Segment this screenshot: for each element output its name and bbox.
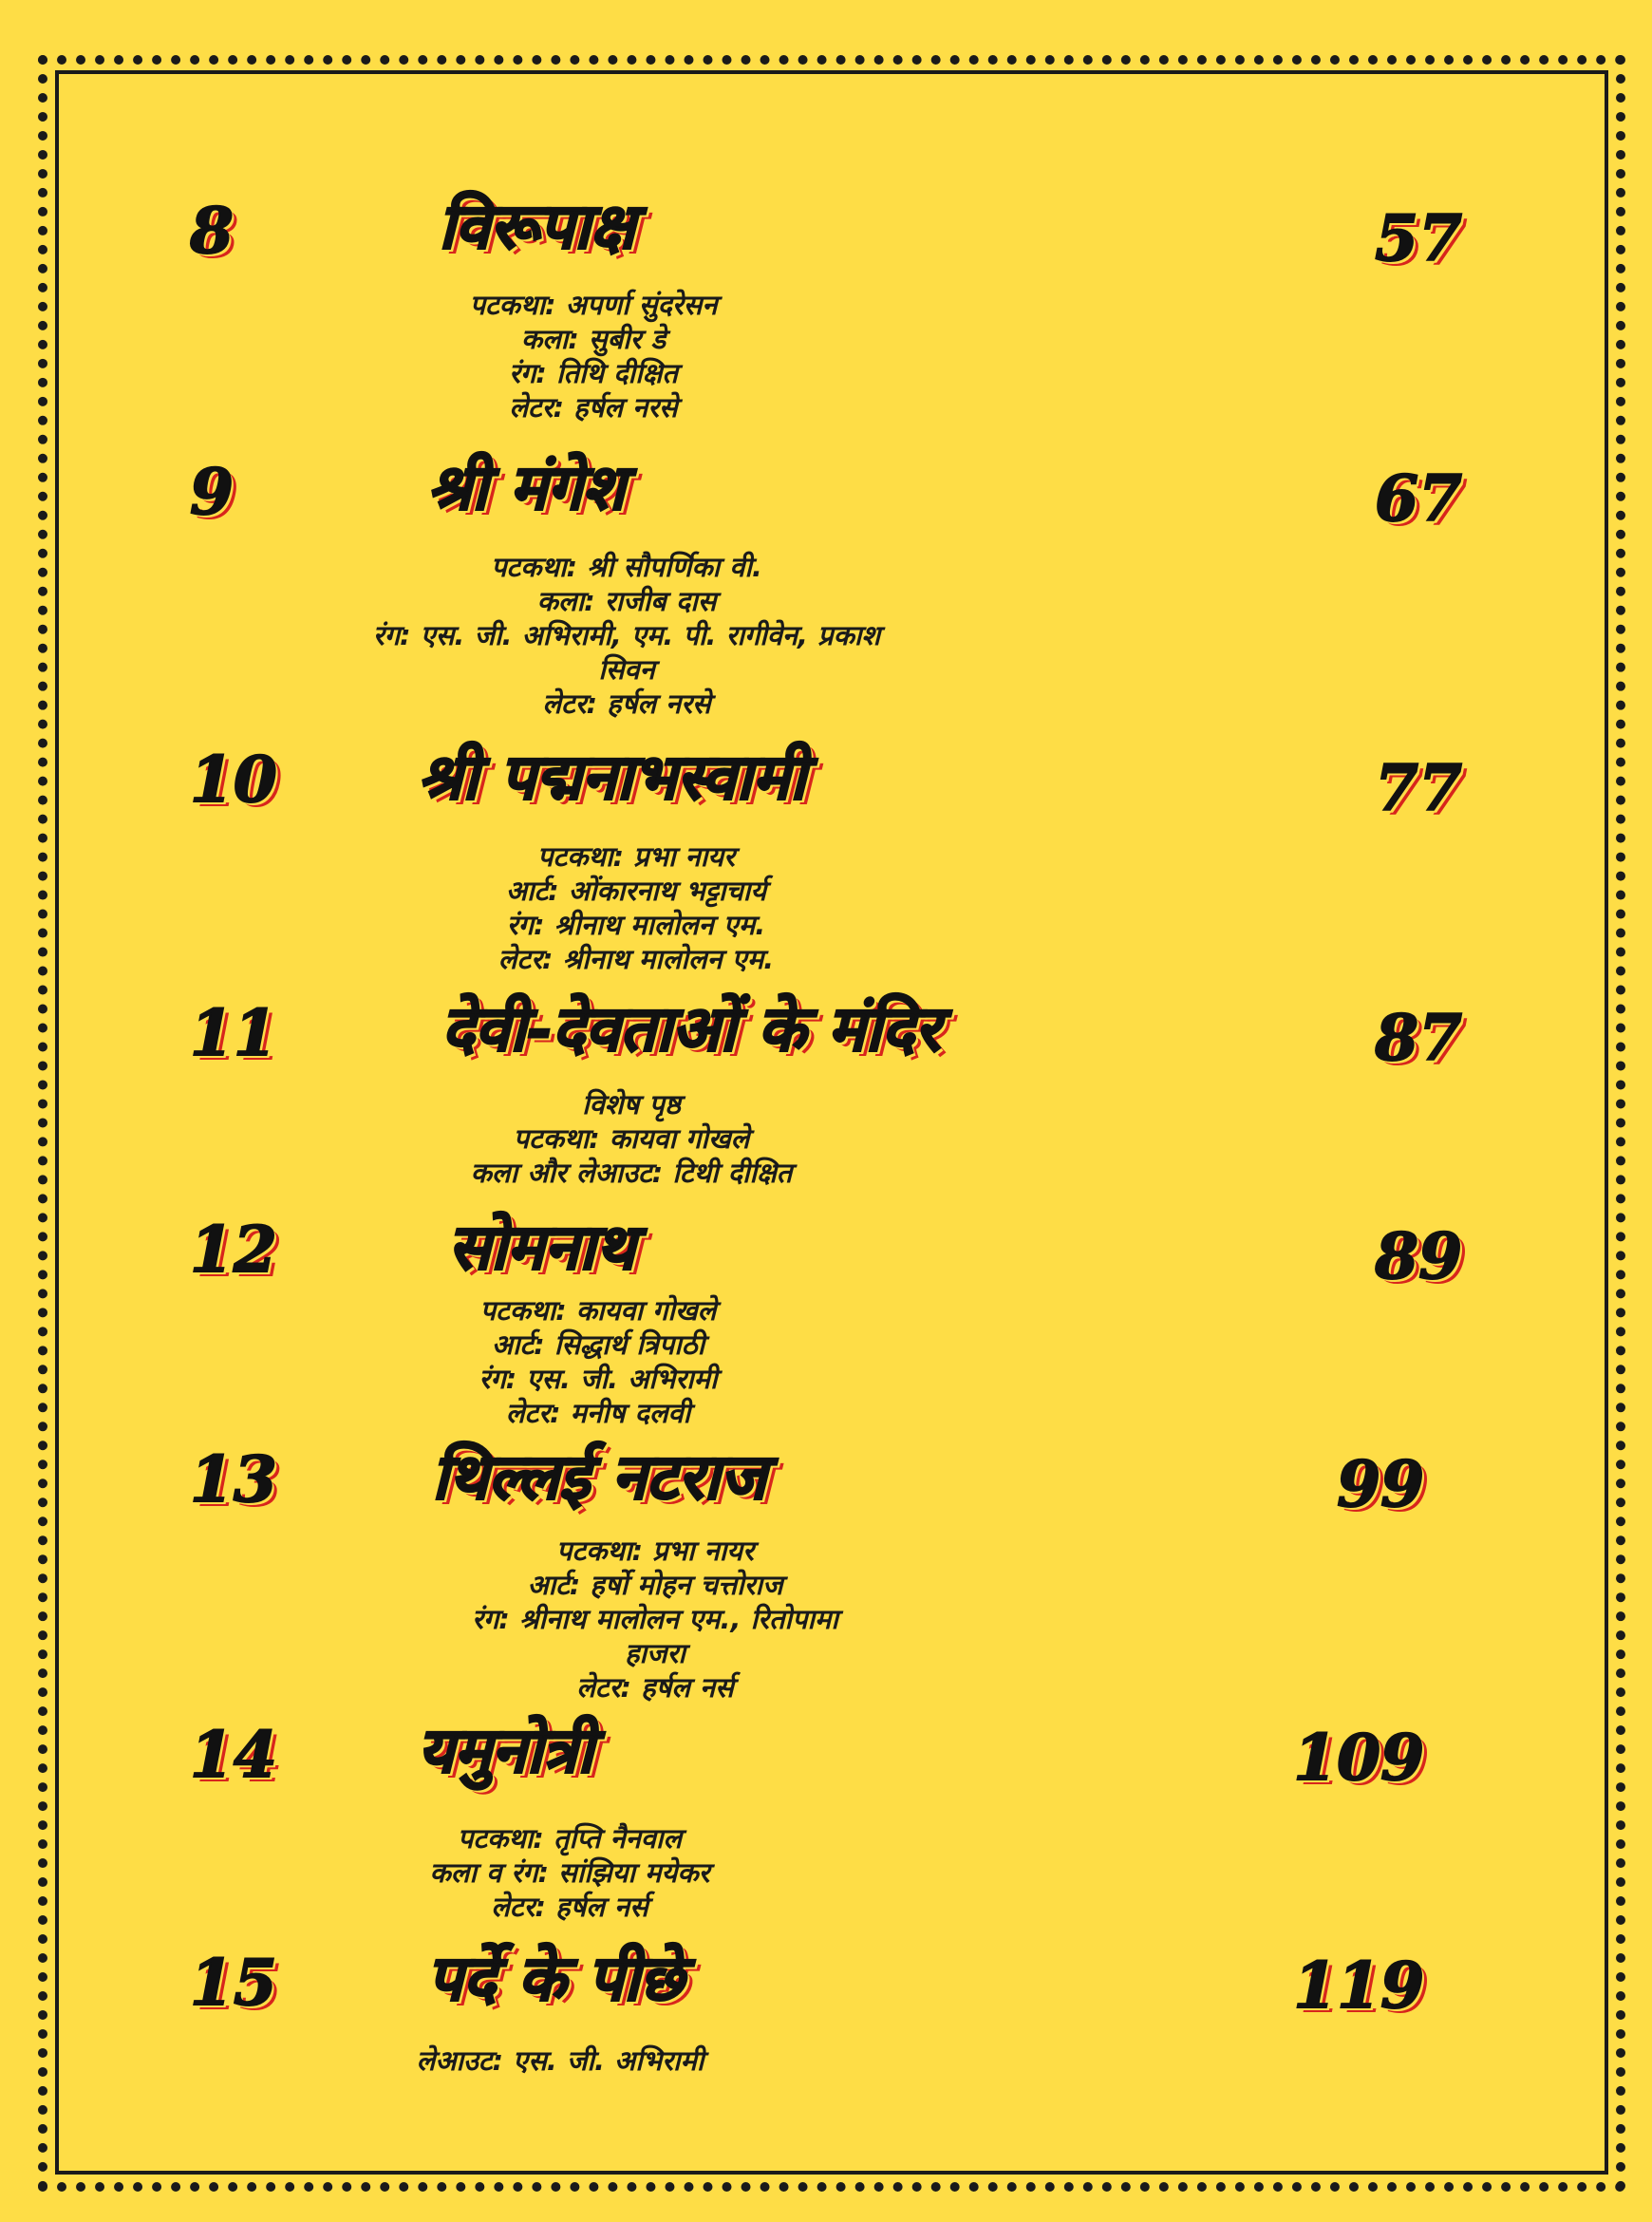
chapter-title[interactable]: थिल्लई नटराज	[432, 1440, 767, 1514]
credits-list	[304, 550, 949, 721]
credit-line: विशेष पृष्ठ	[582, 1088, 681, 1120]
credits-list	[399, 1293, 798, 1430]
credit-line: रंग: श्रीनाथ मालोलन एम.	[506, 909, 766, 941]
credit-line: लेटर: हर्षल नरसे	[509, 391, 678, 424]
chapter-number: 15	[190, 1946, 277, 2020]
chapter-title[interactable]: सोमनाथ	[448, 1210, 636, 1284]
credit-line: पटकथा: प्रभा नायर	[537, 840, 735, 873]
credit-line: लेआउट: एस. जी. अभिरामी	[416, 2044, 704, 2077]
page-number: 119	[1293, 1949, 1424, 2023]
page-number: 67	[1375, 461, 1462, 536]
page-number: 87	[1375, 1001, 1462, 1075]
chapter-number: 9	[190, 455, 234, 529]
page-number: 57	[1375, 201, 1462, 275]
chapter-title[interactable]: देवी-देवताओं के मंदिर	[441, 991, 941, 1065]
chapter-title[interactable]: विरूपाक्ष	[439, 189, 635, 263]
chapter-title[interactable]: यमुनोत्री	[418, 1713, 593, 1787]
credit-line: रंग: एस. जी. अभिरामी, एम. पी. रागीवेन, प्रकाश	[372, 619, 881, 651]
credit-line: आर्ट: ओंकारनाथ भट्टाचार्य	[505, 875, 767, 907]
credits-list	[408, 1087, 854, 1190]
chapter-number: 14	[190, 1718, 277, 1792]
credit-line: पटकथा: श्री सौपर्णिका वी.	[491, 551, 762, 583]
credit-line: पटकथा: अपर्णा सुंदरेसन	[469, 289, 718, 321]
credit-line: पटकथा: तृप्ति नैनवाल	[457, 1822, 683, 1855]
credit-line: रंग: श्रीनाथ मालोलन एम., रितोपामा	[472, 1603, 838, 1635]
chapter-number: 11	[190, 996, 277, 1070]
chapter-title[interactable]: श्री मंगेश	[427, 450, 626, 524]
credit-line: कला व रंग: सांझिया मयेकर	[429, 1856, 710, 1889]
page-number: 77	[1375, 751, 1462, 825]
credit-line: कला: राजीब दास	[536, 585, 717, 617]
chapter-title[interactable]: पर्दे के पीछे	[427, 1941, 685, 2015]
chapter-number: 13	[190, 1442, 277, 1516]
credits-list	[389, 1534, 921, 1704]
credits-list	[370, 1821, 769, 1924]
credits-list	[399, 839, 873, 976]
credit-line: लेटर: मनीष दलवी	[505, 1397, 691, 1429]
credit-line: सिवन	[598, 653, 655, 686]
chapter-number: 12	[190, 1213, 277, 1287]
page-number: 89	[1375, 1219, 1462, 1293]
credits-list	[380, 2043, 741, 2078]
credit-line: हाजरा	[625, 1637, 685, 1669]
credit-line: रंग: तिथि दीक्षित	[509, 357, 678, 389]
credit-line: लेटर: हर्षल नर्स	[576, 1671, 734, 1704]
credits-list	[389, 288, 798, 424]
credit-line: लेटर: हर्षल नरसे	[542, 687, 711, 720]
credit-line: लेटर: श्रीनाथ मालोलन एम.	[497, 943, 775, 975]
credit-line: पटकथा: कायवा गोखले	[479, 1294, 717, 1327]
credit-line: आर्ट: हर्षो मोहन चत्तोराज	[527, 1569, 783, 1601]
credit-line: आर्ट: सिद्धार्थ त्रिपाठी	[491, 1328, 705, 1361]
credit-line: पटकथा: प्रभा नायर	[556, 1535, 754, 1567]
credit-line: कला: सुबीर डे	[520, 323, 666, 355]
credit-line: रंग: एस. जी. अभिरामी	[479, 1363, 718, 1395]
chapter-number: 10	[190, 743, 277, 817]
credit-line: पटकथा: कायवा गोखले	[513, 1122, 750, 1155]
chapter-title[interactable]: श्री पद्मनाभस्वामी	[418, 740, 806, 814]
page-number: 109	[1293, 1721, 1424, 1795]
chapter-number: 8	[190, 194, 234, 268]
credit-line: लेटर: हर्षल नर्स	[491, 1891, 648, 1923]
page-number: 99	[1337, 1447, 1424, 1521]
credit-line: कला और लेआउट: टिथी दीक्षित	[470, 1157, 793, 1189]
